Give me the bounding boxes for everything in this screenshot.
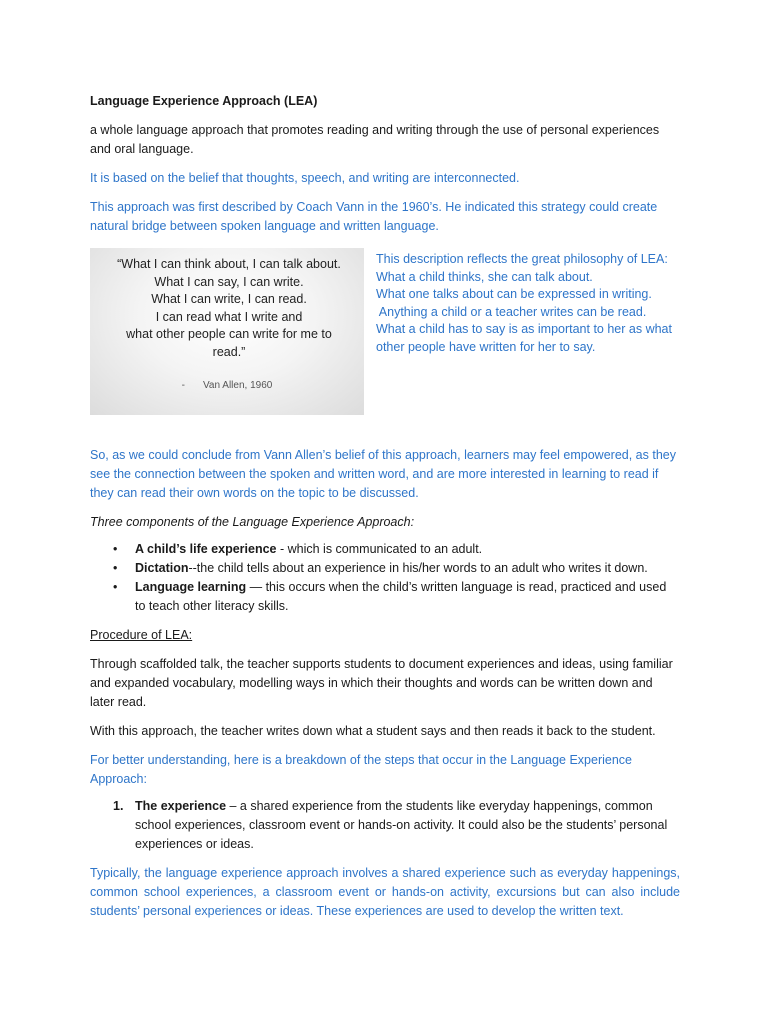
step-number: 1. — [113, 799, 124, 813]
quote-section — [90, 248, 680, 420]
component-term: Language learning — [135, 580, 247, 594]
quote-box — [90, 248, 364, 415]
attribution-dash: - — [181, 380, 185, 391]
description-line: What a child has to say is as important to her as what other people have written for her to say. — [376, 322, 672, 354]
bullet-icon: • — [113, 580, 118, 594]
conclusion-paragraph: So, as we could conclude from Vann Allen’s belief of this approach, learners may feel empowered, as they see the connection between the spoken and written word, and are more interested in learning to read if they can read their own words on the topic to be discussed. — [90, 448, 676, 500]
procedure-heading: Procedure of LEA: — [90, 628, 193, 642]
quote-attribution — [90, 377, 364, 395]
list-item — [113, 559, 680, 578]
document-title: Language Experience Approach (LEA) — [90, 94, 318, 108]
step-term: The experience — [135, 799, 227, 813]
breakdown-paragraph: For better understanding, here is a breakdown of the steps that occur in the Language Experience Approach: — [90, 753, 633, 786]
quote-line: What I can write, I can read. — [151, 292, 307, 306]
description-line: This description reflects the great philosophy of LEA: — [376, 252, 668, 266]
steps-list — [90, 797, 680, 854]
description-text — [376, 251, 686, 356]
component-description: — this occurs when the child’s written language is read, practiced and used to teach other literacy skills. — [135, 580, 667, 613]
component-description: - which is communicated to an adult. — [276, 542, 483, 556]
list-item — [113, 578, 680, 616]
description-line: Anything a child or a teacher writes can be read. — [376, 304, 647, 319]
components-heading: Three components of the Language Experience Approach: — [90, 515, 415, 529]
quote-line: I can read what I write and — [155, 309, 303, 324]
approach-paragraph: With this approach, the teacher writes down what a student says and then reads it back to the student. — [90, 724, 656, 738]
belief-paragraph: It is based on the belief that thoughts, speech, and writing are interconnected. — [90, 171, 520, 185]
procedure-paragraph: Through scaffolded talk, the teacher supports students to document experiences and ideas, using familiar and expanded vocabulary, modelling ways in which their thoughts and words can be written down and later read. — [90, 657, 673, 709]
quote-line: What I can say, I can write. — [154, 274, 304, 289]
list-item — [113, 540, 680, 559]
step-description: – a shared experience from the students like everyday happenings, common school experiences, classroom event or hands-on activity. It could also be the students’ personal experiences or ideas. — [135, 799, 668, 851]
description-line: What a child thinks, she can talk about. — [376, 269, 593, 284]
description-line: What one talks about can be expressed in writing. — [376, 287, 652, 301]
quote-text — [90, 248, 364, 361]
quote-author: Van Allen, 1960 — [203, 380, 273, 391]
bullet-icon: • — [113, 561, 118, 575]
quote-line: read.” — [212, 344, 246, 359]
intro-paragraph: a whole language approach that promotes reading and writing through the use of personal experiences and oral language. — [90, 123, 660, 156]
components-list — [90, 540, 680, 616]
bullet-icon: • — [113, 542, 118, 556]
history-paragraph: This approach was first described by Coach Vann in the 1960’s. He indicated this strategy could create natural bridge between spoken language and written language. — [90, 200, 658, 233]
component-term: Dictation — [135, 561, 189, 575]
component-description: --the child tells about an experience in his/her words to an adult who writes it down. — [188, 561, 648, 575]
quote-line: what other people can write for me to — [126, 327, 332, 341]
typically-paragraph: Typically, the language experience approach involves a shared experience such as everyday happenings, common school experiences, a classroom event or hands-on activity, excursions but can also include students’ personal experiences or ideas. These experiences are used to develop the written text. — [90, 866, 680, 918]
component-term: A child’s life experience — [135, 542, 277, 556]
document-page — [90, 92, 680, 921]
quote-line: “What I can think about, I can talk about. — [117, 257, 341, 271]
list-item — [113, 797, 680, 854]
